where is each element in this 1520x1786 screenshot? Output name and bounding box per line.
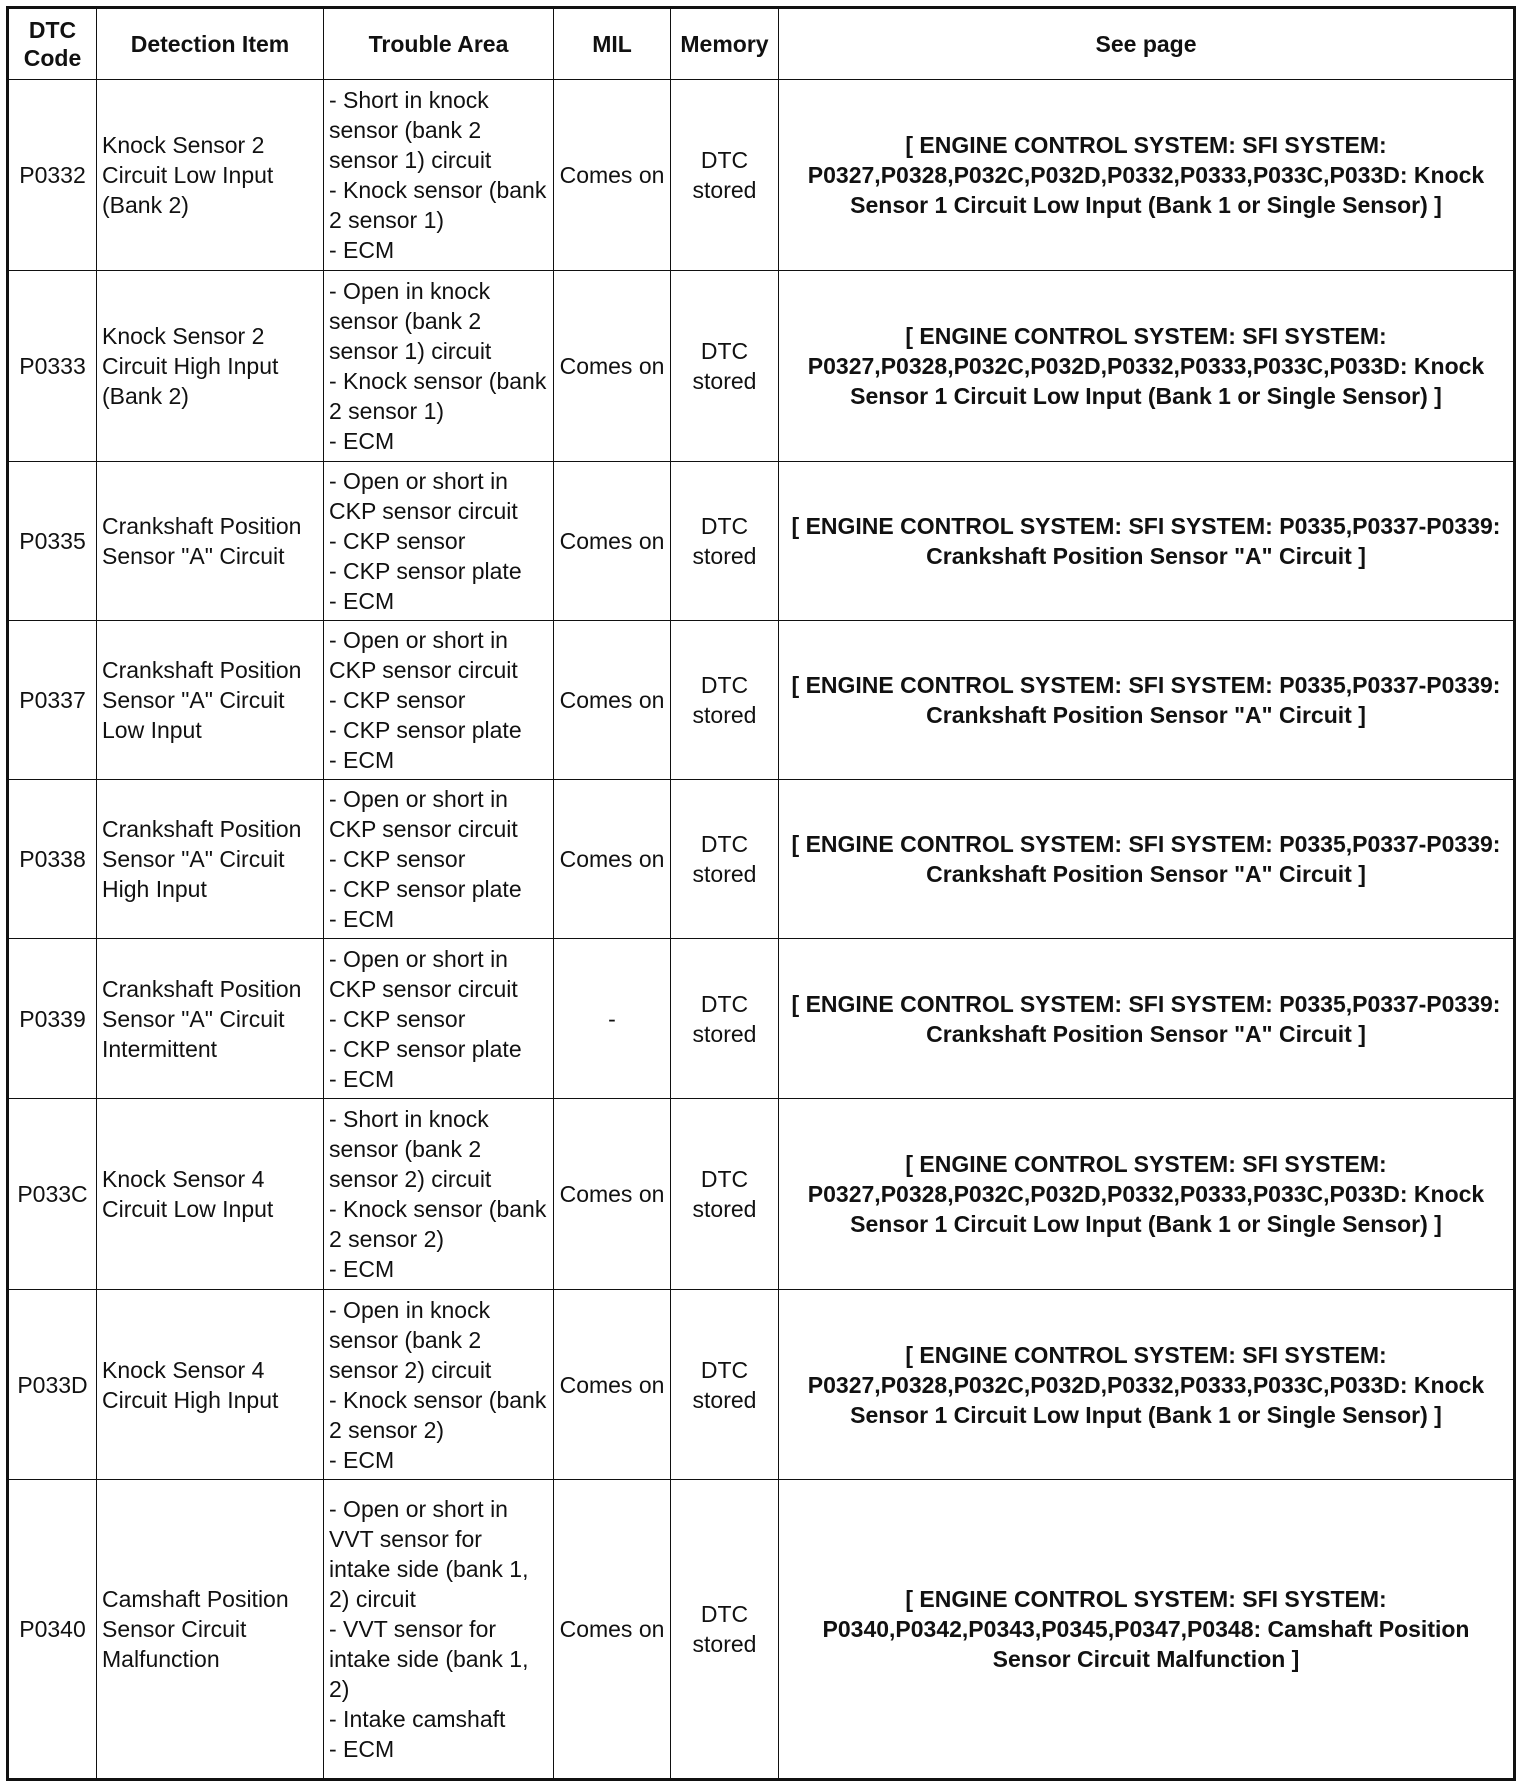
memory-cell: DTC stored [671, 461, 779, 620]
dtc-code-cell: P033D [8, 1289, 97, 1480]
mil-cell: Comes on [554, 461, 671, 620]
header-row [8, 8, 1515, 80]
table-header [8, 8, 1515, 80]
table-row [8, 939, 1515, 1098]
trouble-area-cell: - Short in knock sensor (bank 2 sensor 1) circuit - Knock sensor (bank 2 sensor 1) - ECM [324, 80, 554, 271]
dtc-code-cell: P0333 [8, 270, 97, 461]
header-mil: MIL [554, 8, 671, 80]
dtc-table [6, 6, 1516, 1781]
table-row [8, 620, 1515, 779]
table-row [8, 1289, 1515, 1480]
memory-cell: DTC stored [671, 1289, 779, 1480]
memory-cell: DTC stored [671, 620, 779, 779]
table-row [8, 270, 1515, 461]
see-page-link[interactable]: [ ENGINE CONTROL SYSTEM: SFI SYSTEM: P0327,P0328,P032C,P032D,P0332,P0333,P033C,P033D: Knock Sensor 1 Circuit Low Input (Bank 1 or Single Sensor) ] [779, 270, 1515, 461]
detection-item-cell: Crankshaft Position Sensor "A" Circuit Low Input [97, 620, 324, 779]
memory-cell: DTC stored [671, 1098, 779, 1289]
memory-cell: DTC stored [671, 270, 779, 461]
trouble-area-cell: - Open or short in CKP sensor circuit - CKP sensor - CKP sensor plate - ECM [324, 620, 554, 779]
see-page-link[interactable]: [ ENGINE CONTROL SYSTEM: SFI SYSTEM: P0335,P0337-P0339: Crankshaft Position Sensor "A" Circuit ] [779, 620, 1515, 779]
detection-item-cell: Camshaft Position Sensor Circuit Malfunction [97, 1480, 324, 1780]
mil-cell: - [554, 939, 671, 1098]
table-row [8, 1480, 1515, 1780]
table-row [8, 80, 1515, 271]
see-page-link[interactable]: [ ENGINE CONTROL SYSTEM: SFI SYSTEM: P0335,P0337-P0339: Crankshaft Position Sensor "A" Circuit ] [779, 939, 1515, 1098]
trouble-area-cell: - Open or short in CKP sensor circuit - CKP sensor - CKP sensor plate - ECM [324, 939, 554, 1098]
header-memory: Memory [671, 8, 779, 80]
memory-cell: DTC stored [671, 80, 779, 271]
detection-item-cell: Knock Sensor 4 Circuit High Input [97, 1289, 324, 1480]
table-body [8, 80, 1515, 1780]
memory-cell: DTC stored [671, 1480, 779, 1780]
header-detection-item: Detection Item [97, 8, 324, 80]
see-page-link[interactable]: [ ENGINE CONTROL SYSTEM: SFI SYSTEM: P0327,P0328,P032C,P032D,P0332,P0333,P033C,P033D: Knock Sensor 1 Circuit Low Input (Bank 1 or Single Sensor) ] [779, 1289, 1515, 1480]
mil-cell: Comes on [554, 1098, 671, 1289]
dtc-code-cell: P0337 [8, 620, 97, 779]
header-see-page: See page [779, 8, 1515, 80]
dtc-code-cell: P033C [8, 1098, 97, 1289]
detection-item-cell: Knock Sensor 2 Circuit Low Input (Bank 2) [97, 80, 324, 271]
detection-item-cell: Crankshaft Position Sensor "A" Circuit Intermittent [97, 939, 324, 1098]
table-row [8, 780, 1515, 939]
see-page-link[interactable]: [ ENGINE CONTROL SYSTEM: SFI SYSTEM: P0327,P0328,P032C,P032D,P0332,P0333,P033C,P033D: Knock Sensor 1 Circuit Low Input (Bank 1 or Single Sensor) ] [779, 1098, 1515, 1289]
trouble-area-cell: - Open or short in VVT sensor for intake side (bank 1, 2) circuit - VVT sensor for intake side (bank 1, 2) - Intake camshaft - ECM [324, 1480, 554, 1780]
trouble-area-cell: - Short in knock sensor (bank 2 sensor 2) circuit - Knock sensor (bank 2 sensor 2) - ECM [324, 1098, 554, 1289]
table-row [8, 461, 1515, 620]
dtc-code-cell: P0332 [8, 80, 97, 271]
detection-item-cell: Knock Sensor 4 Circuit Low Input [97, 1098, 324, 1289]
see-page-link[interactable]: [ ENGINE CONTROL SYSTEM: SFI SYSTEM: P0327,P0328,P032C,P032D,P0332,P0333,P033C,P033D: Knock Sensor 1 Circuit Low Input (Bank 1 or Single Sensor) ] [779, 80, 1515, 271]
trouble-area-cell: - Open in knock sensor (bank 2 sensor 2) circuit - Knock sensor (bank 2 sensor 2) - ECM [324, 1289, 554, 1480]
header-trouble-area: Trouble Area [324, 8, 554, 80]
detection-item-cell: Knock Sensor 2 Circuit High Input (Bank 2) [97, 270, 324, 461]
mil-cell: Comes on [554, 1289, 671, 1480]
dtc-code-cell: P0335 [8, 461, 97, 620]
see-page-link[interactable]: [ ENGINE CONTROL SYSTEM: SFI SYSTEM: P0335,P0337-P0339: Crankshaft Position Sensor "A" Circuit ] [779, 461, 1515, 620]
memory-cell: DTC stored [671, 939, 779, 1098]
trouble-area-cell: - Open or short in CKP sensor circuit - CKP sensor - CKP sensor plate - ECM [324, 780, 554, 939]
dtc-code-cell: P0338 [8, 780, 97, 939]
mil-cell: Comes on [554, 270, 671, 461]
table-row [8, 1098, 1515, 1289]
mil-cell: Comes on [554, 620, 671, 779]
see-page-link[interactable]: [ ENGINE CONTROL SYSTEM: SFI SYSTEM: P0340,P0342,P0343,P0345,P0347,P0348: Camshaft Position Sensor Circuit Malfunction ] [779, 1480, 1515, 1780]
header-dtc-code: DTC Code [8, 8, 97, 80]
dtc-code-cell: P0340 [8, 1480, 97, 1780]
mil-cell: Comes on [554, 1480, 671, 1780]
trouble-area-cell: - Open in knock sensor (bank 2 sensor 1) circuit - Knock sensor (bank 2 sensor 1) - ECM [324, 270, 554, 461]
detection-item-cell: Crankshaft Position Sensor "A" Circuit [97, 461, 324, 620]
trouble-area-cell: - Open or short in CKP sensor circuit - CKP sensor - CKP sensor plate - ECM [324, 461, 554, 620]
memory-cell: DTC stored [671, 780, 779, 939]
dtc-code-cell: P0339 [8, 939, 97, 1098]
mil-cell: Comes on [554, 80, 671, 271]
see-page-link[interactable]: [ ENGINE CONTROL SYSTEM: SFI SYSTEM: P0335,P0337-P0339: Crankshaft Position Sensor "A" Circuit ] [779, 780, 1515, 939]
mil-cell: Comes on [554, 780, 671, 939]
detection-item-cell: Crankshaft Position Sensor "A" Circuit High Input [97, 780, 324, 939]
